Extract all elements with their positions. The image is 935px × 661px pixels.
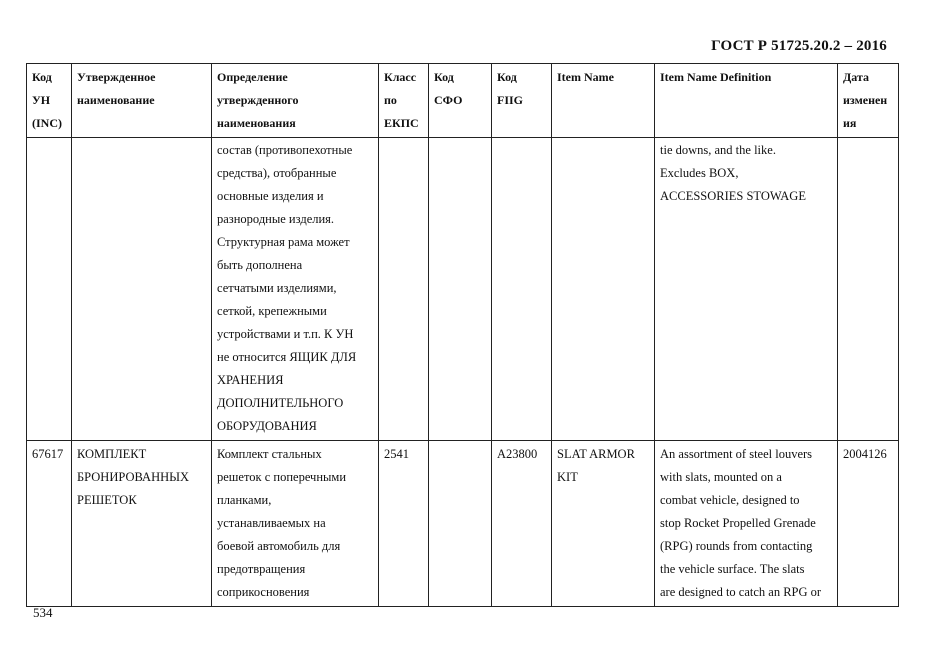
col-header-class: Класс по ЕКПС xyxy=(379,64,429,138)
cell-inc: 67617 xyxy=(27,441,72,607)
col-header-sfo: Код СФО xyxy=(429,64,492,138)
cell-definition: состав (противопехотные средства), отобранные основные изделия и разнородные изделия. Структурная рама может быть дополнена сетчатыми изделиями, сеткой, крепежными устройствами и т.п. К УН не относится ЯЩИК ДЛЯ ХРАНЕНИЯ ДОПОЛНИТЕЛЬНОГО ОБОРУДОВАНИЯ xyxy=(212,138,379,441)
table-row xyxy=(27,441,899,607)
cell-date: 2004126 xyxy=(838,441,899,607)
col-header-date: Дата изменен ия xyxy=(838,64,899,138)
catalog-table xyxy=(26,63,899,607)
cell-inc xyxy=(27,138,72,441)
cell-sfo xyxy=(429,441,492,607)
cell-definition: Комплект стальных решеток с поперечными планками, устанавливаемых на боевой автомобиль для предотвращения соприкосновения xyxy=(212,441,379,607)
col-header-item-name: Item Name xyxy=(552,64,655,138)
col-header-definition: Определение утвержденного наименования xyxy=(212,64,379,138)
cell-approved-name: КОМПЛЕКТ БРОНИРОВАННЫХ РЕШЕТОК xyxy=(72,441,212,607)
cell-sfo xyxy=(429,138,492,441)
table-row xyxy=(27,138,899,441)
cell-item-name xyxy=(552,138,655,441)
cell-fiig xyxy=(492,138,552,441)
page-number: 534 xyxy=(33,605,53,620)
cell-date xyxy=(838,138,899,441)
cell-approved-name xyxy=(72,138,212,441)
cell-class xyxy=(379,138,429,441)
table-header-row xyxy=(27,64,899,138)
cell-item-definition: An assortment of steel louvers with slats, mounted on a combat vehicle, designed to stop Rocket Propelled Grenade (RPG) rounds from contacting the vehicle surface. The slats are designed to catch an RPG or xyxy=(655,441,838,607)
col-header-inc: Код УН (INC) xyxy=(27,64,72,138)
col-header-approved-name: Утвержденное наименование xyxy=(72,64,212,138)
cell-item-definition: tie downs, and the like. Excludes BOX, ACCESSORIES STOWAGE xyxy=(655,138,838,441)
col-header-item-definition: Item Name Definition xyxy=(655,64,838,138)
document-title: ГОСТ Р 51725.20.2 – 2016 xyxy=(711,38,887,54)
cell-class: 2541 xyxy=(379,441,429,607)
col-header-fiig: Код FIIG xyxy=(492,64,552,138)
cell-fiig: A23800 xyxy=(492,441,552,607)
cell-item-name: SLAT ARMOR KIT xyxy=(552,441,655,607)
